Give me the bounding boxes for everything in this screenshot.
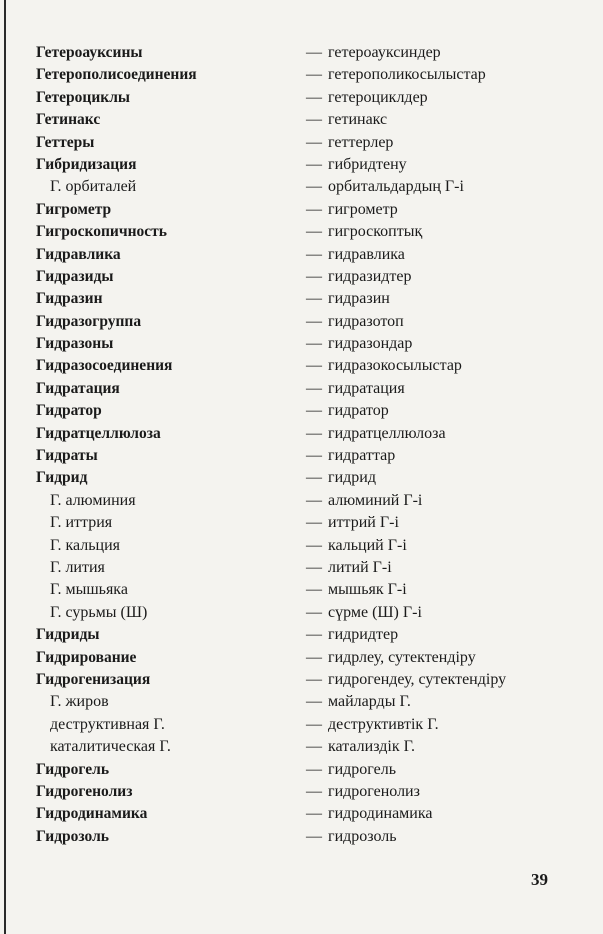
entry-translation [306,691,411,713]
entry-translation-text: гетерополикосылыстар [328,66,486,84]
dictionary-entry [36,759,576,781]
dictionary-entry [36,87,576,109]
entry-translation-text: гидрозоль [328,827,397,845]
dictionary-entry [36,445,576,467]
entry-dash: — [306,603,322,621]
entry-dash: — [306,155,322,173]
entry-term: Гигрометр [36,200,112,218]
page-edge-line [4,0,6,934]
entry-translation [306,132,393,154]
entry-translation [306,579,407,601]
entry-term: Геттеры [36,133,95,151]
entry-translation-text: гигроскоптық [328,223,423,241]
entry-translation [306,512,399,534]
entry-subterm: каталитическая Г. [50,738,171,756]
entry-term: Гидрогенизация [36,670,151,688]
entry-translation [306,826,397,848]
entry-term: Гетерополисоединения [36,66,197,84]
entry-term: Гидразогруппа [36,312,142,330]
dictionary-entry [36,176,576,198]
entry-subterm: Г. лития [50,558,105,576]
entry-term: Гетинакс [36,111,101,129]
dictionary-list [36,42,576,848]
entry-dash: — [306,200,322,218]
dictionary-entry [36,490,576,512]
dictionary-entry [36,826,576,848]
entry-term: Гидрогель [36,760,110,778]
dictionary-entry [36,647,576,669]
entry-dash: — [306,447,322,465]
entry-translation [306,423,446,445]
entry-translation [306,266,411,288]
entry-translation-text: алюминий Г-і [328,491,423,509]
dictionary-entry [36,64,576,86]
dictionary-entry [36,266,576,288]
dictionary-entry [36,669,576,691]
entry-term: Гидратор [36,402,102,420]
entry-dash: — [306,558,322,576]
entry-translation [306,333,412,355]
entry-dash: — [306,715,322,733]
entry-translation [306,109,387,131]
entry-translation-text: гидратация [328,379,405,397]
entry-translation [306,378,405,400]
entry-translation [306,803,433,825]
entry-translation-text: гидратцеллюлоза [328,424,446,442]
entry-translation-text: иттрий Г-і [328,514,399,532]
dictionary-entry [36,602,576,624]
entry-translation [306,87,428,109]
dictionary-entry [36,400,576,422]
entry-translation-text: орбитальдардың Г-і [328,178,464,196]
entry-dash: — [306,670,322,688]
entry-translation [306,557,392,579]
entry-dash: — [306,290,322,308]
entry-translation-text: деструктивтік Г. [328,715,439,733]
dictionary-entry [36,512,576,534]
entry-subterm: Г. кальция [50,536,120,554]
dictionary-entry [36,221,576,243]
entry-translation-text: мышьяк Г-і [328,581,407,599]
entry-dash: — [306,648,322,666]
dictionary-entry [36,244,576,266]
entry-dash: — [306,178,322,196]
entry-translation [306,467,376,489]
entry-translation [306,400,389,422]
entry-term: Гетероауксины [36,44,143,61]
entry-dash: — [306,357,322,375]
entry-translation [306,154,407,176]
entry-translation-text: сүрме (Ш) Г-і [328,603,422,621]
entry-translation [306,288,390,310]
entry-term: Гидратация [36,379,120,397]
entry-translation [306,176,464,198]
entry-translation [306,244,405,266]
entry-translation-text: гетероауксиндер [328,44,441,61]
dictionary-entry [36,333,576,355]
entry-dash: — [306,111,322,129]
entry-translation [306,714,439,736]
entry-dash: — [306,581,322,599]
entry-translation-text: гибридтену [328,155,407,173]
entry-translation-text: гидратор [328,402,389,420]
entry-translation [306,42,441,64]
entry-dash: — [306,827,322,845]
entry-subterm: деструктивная Г. [50,715,165,733]
entry-translation-text: гидрогель [328,760,396,778]
entry-term: Гидразоны [36,335,114,353]
entry-subterm: Г. алюминия [50,491,136,509]
entry-term: Гибридизация [36,155,137,173]
entry-dash: — [306,312,322,330]
dictionary-entry [36,781,576,803]
dictionary-entry [36,109,576,131]
entry-dash: — [306,760,322,778]
entry-translation [306,64,486,86]
entry-translation [306,736,415,758]
entry-dash: — [306,223,322,241]
entry-translation-text: гидразидтер [328,267,412,285]
entry-subterm: Г. сурьмы (Ш) [50,603,148,621]
entry-term: Гигроскопичность [36,223,167,241]
entry-term: Гидразосоединения [36,357,173,375]
entry-dash: — [306,469,322,487]
entry-term: Гидравлика [36,245,121,263]
entry-translation-text: гетинакс [328,111,388,129]
entry-translation [306,535,407,557]
entry-translation-text: гидравлика [328,245,405,263]
entry-subterm: Г. жиров [50,693,109,711]
entry-subterm: Г. орбиталей [50,178,137,196]
entry-translation-text: геттерлер [328,133,394,151]
dictionary-entry [36,199,576,221]
entry-dash: — [306,402,322,420]
entry-term: Гидрид [36,469,88,487]
entry-term: Гетероциклы [36,88,131,106]
entry-translation [306,669,506,691]
entry-translation-text: гидрлеу, сутектендіру [328,648,476,666]
entry-translation-text: гидридтер [328,626,399,644]
entry-translation-text: катализдік Г. [328,738,416,756]
entry-term: Гидразин [36,290,103,308]
entry-term: Гидродинамика [36,805,148,823]
entry-translation [306,490,422,512]
entry-dash: — [306,133,322,151]
entry-translation [306,221,422,243]
entry-translation [306,602,422,624]
entry-dash: — [306,379,322,397]
entry-translation [306,624,398,646]
dictionary-entry [36,579,576,601]
dictionary-entry [36,423,576,445]
dictionary-entry [36,557,576,579]
entry-translation-text: гидрогендеу, сутектендіру [328,670,507,688]
entry-dash: — [306,88,322,106]
entry-dash: — [306,514,322,532]
entry-translation-text: кальций Г-і [328,536,407,554]
dictionary-entry [36,378,576,400]
entry-dash: — [306,66,322,84]
entry-translation-text: гидразондар [328,335,413,353]
entry-translation [306,445,395,467]
dictionary-entry [36,467,576,489]
entry-translation-text: гидраттар [328,447,396,465]
entry-term: Гидраты [36,447,98,465]
entry-translation [306,199,398,221]
entry-translation [306,647,476,669]
dictionary-entry [36,132,576,154]
entry-translation-text: гидрогенолиз [328,782,420,800]
entry-dash: — [306,805,322,823]
entry-dash: — [306,44,322,61]
entry-term: Гидратцеллюлоза [36,424,161,442]
dictionary-entry [36,624,576,646]
entry-term: Гидрирование [36,648,137,666]
entry-translation-text: литий Г-і [328,558,392,576]
entry-translation-text: гетероциклдер [328,88,428,106]
entry-translation-text: гидрид [328,469,376,487]
entry-translation [306,311,404,333]
dictionary-entry [36,311,576,333]
entry-term: Гидразиды [36,267,114,285]
page-number: 39 [531,870,548,889]
entry-term: Гидрозоль [36,827,109,845]
entry-dash: — [306,626,322,644]
entry-dash: — [306,536,322,554]
entry-dash: — [306,424,322,442]
entry-translation-text: гигрометр [328,200,398,218]
entry-translation-text: гидродинамика [328,805,433,823]
dictionary-entry [36,736,576,758]
entry-dash: — [306,693,322,711]
entry-translation-text: гидразокосылыстар [328,357,462,375]
entry-dash: — [306,738,322,756]
dictionary-entry [36,535,576,557]
entry-translation [306,355,462,377]
dictionary-entry [36,355,576,377]
dictionary-entry [36,691,576,713]
entry-term: Гидрогенолиз [36,782,133,800]
entry-subterm: Г. иттрия [50,514,113,532]
entry-dash: — [306,335,322,353]
entry-dash: — [306,491,322,509]
entry-translation [306,759,396,781]
entry-translation-text: гидразин [328,290,390,308]
dictionary-entry [36,288,576,310]
entry-translation-text: майларды Г. [328,693,411,711]
dictionary-entry [36,803,576,825]
dictionary-entry [36,714,576,736]
entry-dash: — [306,782,322,800]
entry-dash: — [306,245,322,263]
entry-subterm: Г. мышьяка [50,581,128,599]
entry-dash: — [306,267,322,285]
entry-translation-text: гидразотоп [328,312,404,330]
entry-translation [306,781,420,803]
dictionary-entry [36,42,576,64]
entry-term: Гидриды [36,626,100,644]
dictionary-entry [36,154,576,176]
